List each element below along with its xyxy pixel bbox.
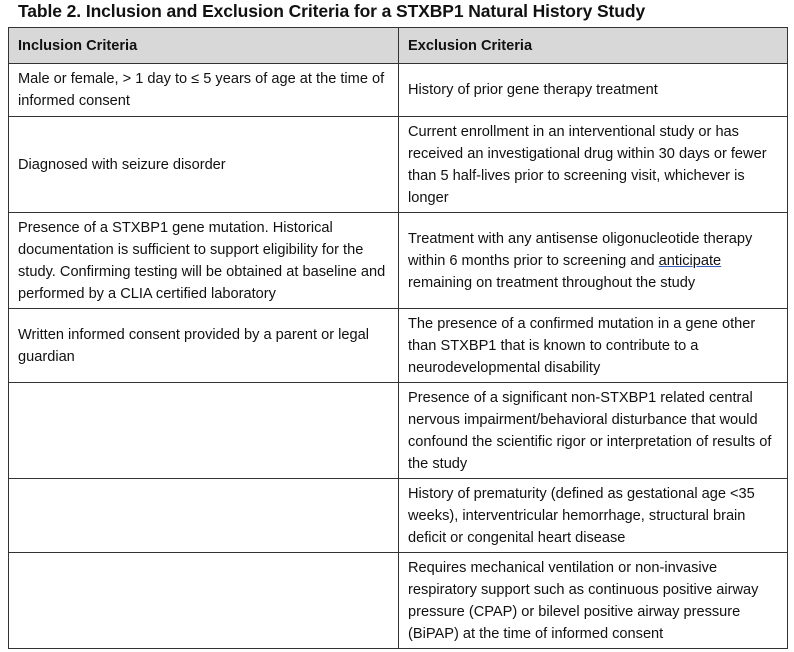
inclusion-cell-empty [9, 553, 399, 649]
table-caption: Table 2. Inclusion and Exclusion Criteria for a STXBP1 Natural History Study [18, 1, 646, 21]
table-row [9, 309, 788, 383]
inclusion-criteria-header: Inclusion Criteria [9, 28, 399, 64]
table-header-row [9, 28, 788, 64]
exclusion-cell: Presence of a significant non-STXBP1 related central nervous impairment/behavioral disturbance that would confound the scientific rigor or interpretation of results of the study [399, 383, 788, 479]
table-row [9, 383, 788, 479]
inclusion-cell-empty [9, 383, 399, 479]
table-row [9, 64, 788, 117]
inclusion-cell: Presence of a STXBP1 gene mutation. Historical documentation is sufficient to support eligibility for the study. Confirming testing will be obtained at baseline and performed by a CLIA certified laboratory [9, 213, 399, 309]
exclusion-text: remaining on treatment throughout the study [408, 274, 696, 291]
inclusion-cell: Male or female, > 1 day to ≤ 5 years of age at the time of informed consent [9, 64, 399, 117]
exclusion-cell: The presence of a confirmed mutation in a gene other than STXBP1 that is known to contribute to a neurodevelopmental disability [399, 309, 788, 383]
exclusion-text: Treatment with any antisense oligonucleotide therapy within 6 months prior to screening and [408, 230, 753, 269]
exclusion-cell [399, 213, 788, 309]
table-row [9, 479, 788, 553]
exclusion-cell: Requires mechanical ventilation or non-invasive respiratory support such as continuous positive airway pressure (CPAP) or bilevel positive airway pressure (BiPAP) at the time of informed consent [399, 553, 788, 649]
exclusion-cell: History of prior gene therapy treatment [399, 64, 788, 117]
exclusion-criteria-header: Exclusion Criteria [399, 28, 788, 64]
inclusion-cell-empty [9, 479, 399, 553]
table-row [9, 117, 788, 213]
spellcheck-marked-word: anticipate [658, 252, 722, 269]
table-row [9, 213, 788, 309]
table-row [9, 553, 788, 649]
criteria-table [8, 27, 788, 649]
inclusion-cell: Diagnosed with seizure disorder [9, 117, 399, 213]
exclusion-cell: Current enrollment in an interventional study or has received an investigational drug within 30 days or fewer than 5 half-lives prior to screening visit, whichever is longer [399, 117, 788, 213]
exclusion-cell: History of prematurity (defined as gestational age <35 weeks), interventricular hemorrhage, structural brain deficit or congenital heart disease [399, 479, 788, 553]
inclusion-cell: Written informed consent provided by a parent or legal guardian [9, 309, 399, 383]
